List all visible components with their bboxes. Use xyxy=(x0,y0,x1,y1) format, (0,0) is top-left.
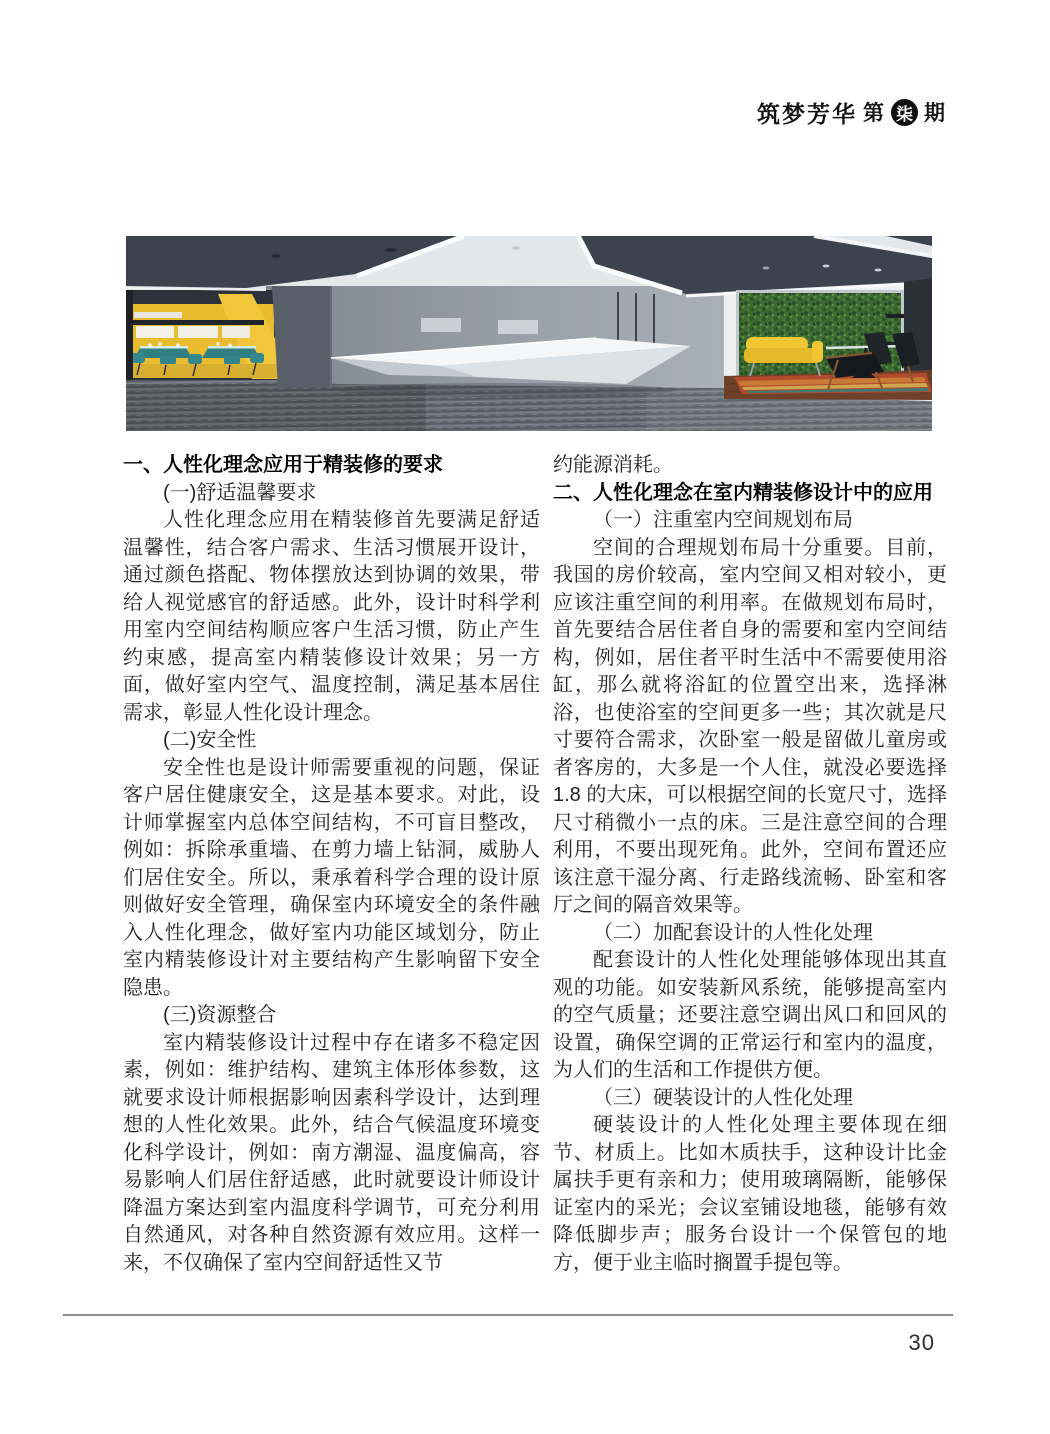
sub-heading: （三）硬装设计的人性化处理 xyxy=(593,1086,853,1109)
section-heading: 二、人性化理念在室内精装修设计中的应用 xyxy=(553,481,933,504)
right-column xyxy=(553,452,947,1277)
wall-pillar xyxy=(272,286,332,388)
paragraph: 空间的合理规划布局十分重要。目前，我国的房价较高，室内空间又相对较小，更应该注重空间的利用率。在做规划布局时，首先要结合居住者自身的需要和室内空间结构，例如，居住者平时生活中不需要使用浴缸，那么就将浴缸的位置空出来，选择淋浴，也使浴室的空间更多一些；其次就是尺寸要符合需求，次卧室一般是留做儿童房或者客房的，大多是一个人住，就没必要选择1.8 的大床，可以根据空间的长宽尺寸，选择尺寸稍微小一点的床。三是注意空间的合理利用，不要出现死角。此外，空间布置还应该注意干湿分离、行走路线流畅、卧室和客厅之间的隔音效果等。 xyxy=(553,536,947,916)
section-heading: 一、人性化理念应用于精装修的要求 xyxy=(123,454,443,476)
left-column xyxy=(123,452,540,1277)
issue-number-badge: 柒 xyxy=(891,99,918,126)
meeting-pod xyxy=(126,290,296,380)
sub-heading: (三)资源整合 xyxy=(163,1004,277,1026)
page-header xyxy=(757,97,946,127)
paragraph: 配套设计的人性化处理能够体现出其直观的功能。如安装新风系统，能够提高室内的空气质量；还要注意空调出风口和回风的设置，确保空调的正常运行和室内的温度，为人们的生活和工作提供方便。 xyxy=(553,949,947,1081)
sub-heading: (二)安全性 xyxy=(163,729,257,751)
article-body xyxy=(123,452,947,1277)
paragraph: 室内精装修设计过程中存在诸多不稳定因素，例如：维护结构、建筑主体形体参数，这就要求设计师根据影响因素科学设计，达到理想的人性化效果。此外，结合气候温度环境变化科学设计，例如：南方潮湿、温度偏高，容易影响人们居住舒适感，此时就要设计师设计降温方案达到室内温度科学调节，可充分利用自然通风，对各种自然资源有效应用。这样一来，不仅确保了室内空间舒适性又节 xyxy=(123,1031,540,1274)
interior-photo-illustration xyxy=(126,236,932,431)
page-number: 30 xyxy=(908,1330,935,1355)
interior-photo xyxy=(126,236,932,431)
issue-prefix: 第 xyxy=(863,102,885,125)
footer-rule xyxy=(63,1314,953,1316)
sub-heading: (一)舒适温馨要求 xyxy=(163,481,317,504)
paragraph: 安全性也是设计师需要重视的问题，保证客户居住健康安全，这是基本要求。对此，设计师掌握室内总体空间结构，不可盲目整改，例如：拆除承重墙、在剪力墙上钻洞，威胁人们居住安全。所以，秉承着科学合理的设计原则做好安全管理，确保室内环境安全的条件融入人性化理念，做好室内功能区域划分，防止室内精装修设计对主要结构产生影响留下安全隐患。 xyxy=(123,756,540,999)
journal-title: 筑梦芳华 xyxy=(757,100,857,127)
paragraph: 约能源消耗。 xyxy=(553,454,673,476)
issue-suffix: 期 xyxy=(924,102,946,125)
lounge-area xyxy=(724,278,932,400)
paragraph: 人性化理念应用在精装修首先要满足舒适温馨性，结合客户需求、生活习惯展开设计，通过颜色搭配、物体摆放达到协调的效果，带给人视觉感官的舒适感。此外，设计时科学利用室内空间结构顺应客户生活习惯，防止产生约束感，提高室内精装修设计效果；另一方面，做好室内空气、温度控制，满足基本居住需求，彰显人性化设计理念。 xyxy=(123,509,540,724)
sub-heading: （一）注重室内空间规划布局 xyxy=(593,509,853,531)
sub-heading: （二）加配套设计的人性化处理 xyxy=(593,921,873,944)
paragraph: 硬装设计的人性化处理主要体现在细节、材质上。比如木质扶手，这种设计比金属扶手更有亲和力；使用玻璃隔断，能够保证室内的采光；会议室铺设地毯，能够有效降低脚步声；服务台设计一个保管包的地方，便于业主临时搁置手提包等。 xyxy=(553,1114,947,1274)
